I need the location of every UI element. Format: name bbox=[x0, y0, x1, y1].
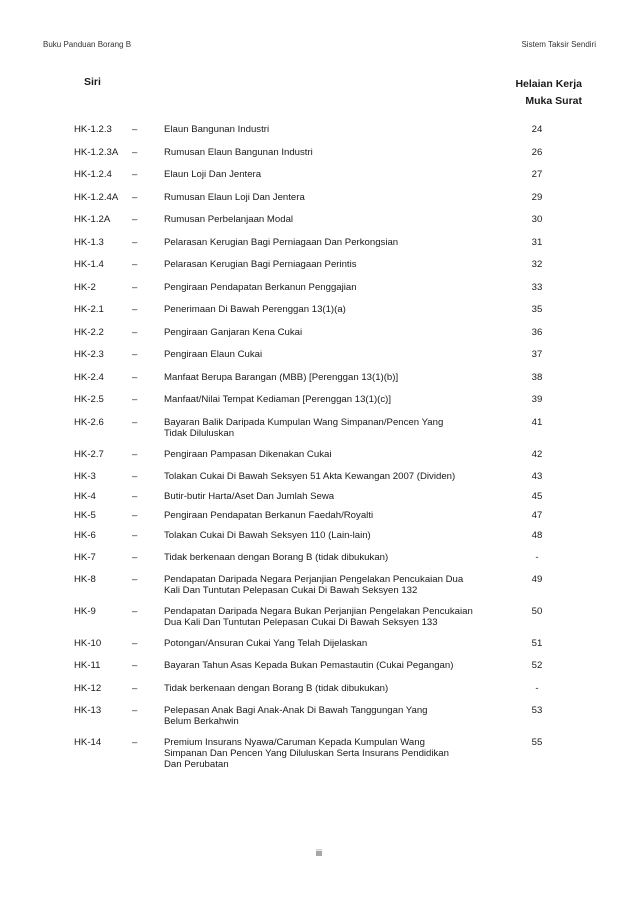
toc-entry-code: HK-5 bbox=[74, 510, 96, 521]
toc-entry-title-line: Elaun Bangunan Industri bbox=[164, 124, 270, 135]
toc-entry-title bbox=[164, 552, 509, 563]
toc-entry-dash: – bbox=[132, 281, 138, 293]
toc-entry-page: 39 bbox=[531, 394, 543, 405]
toc-entry-title bbox=[164, 327, 509, 338]
toc-entry-title bbox=[164, 606, 509, 628]
toc-entry-title-line: Pengiraan Ganjaran Kena Cukai bbox=[164, 326, 303, 338]
toc-entry-dash: – bbox=[132, 605, 138, 617]
toc-entry-dash: – bbox=[132, 304, 138, 315]
helaian-column-heading bbox=[515, 76, 582, 110]
toc-entry-title bbox=[164, 491, 509, 502]
toc-entry-page: 52 bbox=[531, 660, 543, 671]
toc-entry-dash: – bbox=[132, 146, 138, 158]
toc-entry-dash: – bbox=[132, 551, 138, 563]
toc-entry-title bbox=[164, 349, 509, 360]
toc-entry-title-line: Pengiraan Pendapatan Berkanun Faedah/Royalti bbox=[164, 510, 374, 521]
toc-entry-page: - bbox=[535, 682, 539, 694]
toc-entry-dash: – bbox=[132, 416, 138, 428]
toc-entry-title bbox=[164, 282, 509, 293]
toc-entry-page: 49 bbox=[531, 573, 543, 585]
toc-entry-title-line: Potongan/Ansuran Cukai Yang Telah Dijelaskan bbox=[164, 637, 368, 649]
toc-entry-code: HK-9 bbox=[74, 605, 96, 617]
toc-entry-title bbox=[164, 737, 509, 770]
toc-entry-title-line: Pendapatan Daripada Negara Perjanjian Pengelakan Pencukaian Dua bbox=[164, 573, 464, 585]
toc-entry-code: HK-1.2A bbox=[74, 214, 111, 225]
toc-entry-title bbox=[164, 124, 509, 135]
toc-entry-title-line: Bayaran Tahun Asas Kepada Bukan Pemastautin (Cukai Pegangan) bbox=[164, 660, 454, 671]
toc-entry-title-line: Simpanan Dan Pencen Yang Diluluskan Serta Insurans Pendidikan bbox=[164, 748, 449, 759]
toc-entry-code: HK-2 bbox=[74, 281, 96, 293]
toc-entry-page: 35 bbox=[531, 304, 543, 315]
toc-entry-title bbox=[164, 683, 509, 694]
toc-entry-page: 37 bbox=[531, 349, 543, 360]
toc-entry-page: 27 bbox=[531, 169, 543, 180]
toc-entry-code: HK-2.2 bbox=[74, 326, 104, 338]
page-number: iii bbox=[316, 848, 322, 858]
toc-entry-code: HK-7 bbox=[74, 551, 96, 563]
toc-entry-title bbox=[164, 372, 509, 383]
toc-entry-page: 53 bbox=[531, 705, 543, 716]
toc-entry-title-line: Manfaat/Nilai Tempat Kediaman [Perenggan 13(1)(c)] bbox=[164, 394, 391, 405]
toc-entry-title-line: Premium Insurans Nyawa/Caruman Kepada Kumpulan Wang bbox=[164, 737, 425, 748]
toc-entry-title-line: Rumusan Perbelanjaan Modal bbox=[164, 214, 294, 225]
toc-entry-title-line: Pelarasan Kerugian Bagi Perniagaan Perintis bbox=[164, 259, 357, 270]
toc-entry-dash: – bbox=[132, 191, 138, 203]
toc-entry-dash: – bbox=[132, 326, 138, 338]
toc-entry-title bbox=[164, 510, 509, 521]
toc-entry-title bbox=[164, 417, 509, 439]
toc-entry-dash: – bbox=[132, 448, 138, 460]
toc-entry-page: 45 bbox=[531, 490, 543, 502]
toc-entry-title-line: Tolakan Cukai Di Bawah Seksyen 110 (Lain-lain) bbox=[164, 529, 371, 541]
toc-entry-title-line: Tidak Diluluskan bbox=[164, 427, 235, 439]
running-header-right: Sistem Taksir Sendiri bbox=[521, 40, 596, 49]
toc-entry-title-line: Belum Berkahwin bbox=[164, 716, 239, 727]
toc-entry-title bbox=[164, 660, 509, 671]
toc-entry-code: HK-2.3 bbox=[74, 349, 104, 360]
toc-entry-title-line: Kali Dan Tuntutan Pelepasan Cukai Di Bawah Seksyen 132 bbox=[164, 584, 418, 596]
toc-entry-code: HK-4 bbox=[74, 490, 96, 502]
toc-entry-code: HK-11 bbox=[74, 660, 101, 671]
toc-entry-title bbox=[164, 638, 509, 649]
toc-entry-page: 26 bbox=[531, 146, 543, 158]
toc-entry-title bbox=[164, 147, 509, 158]
toc-entry-code: HK-2.1 bbox=[74, 304, 104, 315]
toc-entry-code: HK-10 bbox=[74, 637, 102, 649]
toc-entry-code: HK-12 bbox=[74, 682, 102, 694]
toc-entry-title bbox=[164, 214, 509, 225]
toc-entry-code: HK-1.3 bbox=[74, 236, 104, 248]
running-header-left: Buku Panduan Borang B bbox=[43, 40, 132, 49]
toc-entry-code: HK-1.2.3 bbox=[74, 124, 112, 135]
helaian-heading-line1: Helaian Kerja bbox=[515, 78, 582, 90]
toc-entry-dash: – bbox=[132, 124, 138, 135]
toc-entry-title bbox=[164, 237, 509, 248]
toc-entry-title-line: Pengiraan Pampasan Dikenakan Cukai bbox=[164, 448, 332, 460]
toc-entry-code: HK-2.7 bbox=[74, 448, 104, 460]
toc-entry-title bbox=[164, 471, 509, 482]
toc-entry-title bbox=[164, 574, 509, 596]
toc-entry-page: 38 bbox=[531, 371, 543, 383]
toc-entry-title bbox=[164, 449, 509, 460]
toc-entry-title-line: Tidak berkenaan dengan Borang B (tidak dibukukan) bbox=[164, 682, 389, 694]
toc-entry-code: HK-14 bbox=[74, 737, 102, 748]
toc-entry-dash: – bbox=[132, 349, 138, 360]
toc-entry-page: 29 bbox=[531, 191, 543, 203]
toc-entry-code: HK-3 bbox=[74, 471, 96, 482]
toc-entry-page: 33 bbox=[531, 281, 543, 293]
toc-entry-code: HK-1.2.4A bbox=[74, 191, 119, 203]
toc-entry-dash: – bbox=[132, 705, 138, 716]
toc-entry-dash: – bbox=[132, 682, 138, 694]
toc-entry-dash: – bbox=[132, 371, 138, 383]
toc-entry-page: 24 bbox=[531, 124, 543, 135]
toc-entry-page: 43 bbox=[531, 471, 543, 482]
toc-entry-code: HK-6 bbox=[74, 529, 96, 541]
toc-entry-title-line: Bayaran Balik Daripada Kumpulan Wang Simpanan/Pencen Yang bbox=[164, 416, 444, 428]
toc-entry-title bbox=[164, 705, 509, 727]
toc-entry-title-line: Pelepasan Anak Bagi Anak-Anak Di Bawah Tanggungan Yang bbox=[164, 705, 428, 716]
toc-entry-dash: – bbox=[132, 214, 138, 225]
toc-entry-title-line: Elaun Loji Dan Jentera bbox=[164, 169, 262, 180]
toc-entry-dash: – bbox=[132, 471, 138, 482]
toc-entry-title-line: Manfaat Berupa Barangan (MBB) [Perenggan 13(1)(b)] bbox=[164, 371, 399, 383]
toc-entry-page: 55 bbox=[531, 737, 543, 748]
toc-entry-title-line: Tolakan Cukai Di Bawah Seksyen 51 Akta Kewangan 2007 (Dividen) bbox=[164, 471, 456, 482]
toc-entry-page: 48 bbox=[531, 529, 543, 541]
toc-entry-page: 42 bbox=[531, 448, 543, 460]
toc-entry-page: - bbox=[535, 551, 539, 563]
toc-entry-code: HK-1.2.4 bbox=[74, 169, 112, 180]
toc-entry-title-line: Dan Perubatan bbox=[164, 759, 229, 770]
toc-entry-dash: – bbox=[132, 529, 138, 541]
toc-entry-title-line: Rumusan Elaun Bangunan Industri bbox=[164, 146, 313, 158]
helaian-heading-line2: Muka Surat bbox=[525, 95, 582, 107]
toc-entry-code: HK-8 bbox=[74, 573, 96, 585]
toc-entry-dash: – bbox=[132, 236, 138, 248]
toc-entry-dash: – bbox=[132, 637, 138, 649]
toc-entry-code: HK-2.4 bbox=[74, 371, 104, 383]
toc-entry-title bbox=[164, 304, 509, 315]
siri-column-heading: Siri bbox=[84, 76, 101, 88]
toc-entry-title-line: Pendapatan Daripada Negara Bukan Perjanjian Pengelakan Pencukaian bbox=[164, 605, 473, 617]
toc-entry-code: HK-2.6 bbox=[74, 416, 104, 428]
toc-entry-title bbox=[164, 394, 509, 405]
toc-entry-code: HK-1.4 bbox=[74, 259, 104, 270]
toc-entry-dash: – bbox=[132, 394, 138, 405]
toc-entry-title bbox=[164, 530, 509, 541]
toc-entry-dash: – bbox=[132, 490, 138, 502]
toc-entry-page: 32 bbox=[531, 259, 543, 270]
toc-entry-title-line: Penerimaan Di Bawah Perenggan 13(1)(a) bbox=[164, 304, 346, 315]
toc-entry-dash: – bbox=[132, 737, 138, 748]
toc-entry-title-line: Pelarasan Kerugian Bagi Perniagaan Dan Perkongsian bbox=[164, 236, 399, 248]
toc-entry-title bbox=[164, 259, 509, 270]
toc-entry-title-line: Pengiraan Elaun Cukai bbox=[164, 349, 263, 360]
toc-entry-title-line: Tidak berkenaan dengan Borang B (tidak dibukukan) bbox=[164, 551, 389, 563]
toc-entry-page: 41 bbox=[531, 416, 543, 428]
toc-entry-title-line: Rumusan Elaun Loji Dan Jentera bbox=[164, 191, 305, 203]
toc-entry-title-line: Butir-butir Harta/Aset Dan Jumlah Sewa bbox=[164, 490, 335, 502]
toc-entry-title-line: Pengiraan Pendapatan Berkanun Penggajian bbox=[164, 281, 357, 293]
toc-entry-dash: – bbox=[132, 660, 138, 671]
toc-entry-code: HK-13 bbox=[74, 705, 102, 716]
toc-entry-dash: – bbox=[132, 573, 138, 585]
toc-entry-title bbox=[164, 169, 509, 180]
toc-entry-title-line: Dua Kali Dan Tuntutan Pelepasan Cukai Di Bawah Seksyen 133 bbox=[164, 616, 438, 628]
toc-entry-page: 50 bbox=[531, 605, 543, 617]
toc-entry-title bbox=[164, 192, 509, 203]
toc-entry-code: HK-2.5 bbox=[74, 394, 104, 405]
toc-entry-code: HK-1.2.3A bbox=[74, 146, 119, 158]
toc-entry-page: 47 bbox=[531, 510, 543, 521]
toc-entry-dash: – bbox=[132, 169, 138, 180]
toc-entry-page: 31 bbox=[531, 236, 543, 248]
toc-entry-page: 51 bbox=[531, 637, 543, 649]
toc-entry-page: 30 bbox=[531, 214, 543, 225]
toc-entry-page: 36 bbox=[531, 326, 543, 338]
toc-entry-dash: – bbox=[132, 259, 138, 270]
toc-entry-dash: – bbox=[132, 510, 138, 521]
